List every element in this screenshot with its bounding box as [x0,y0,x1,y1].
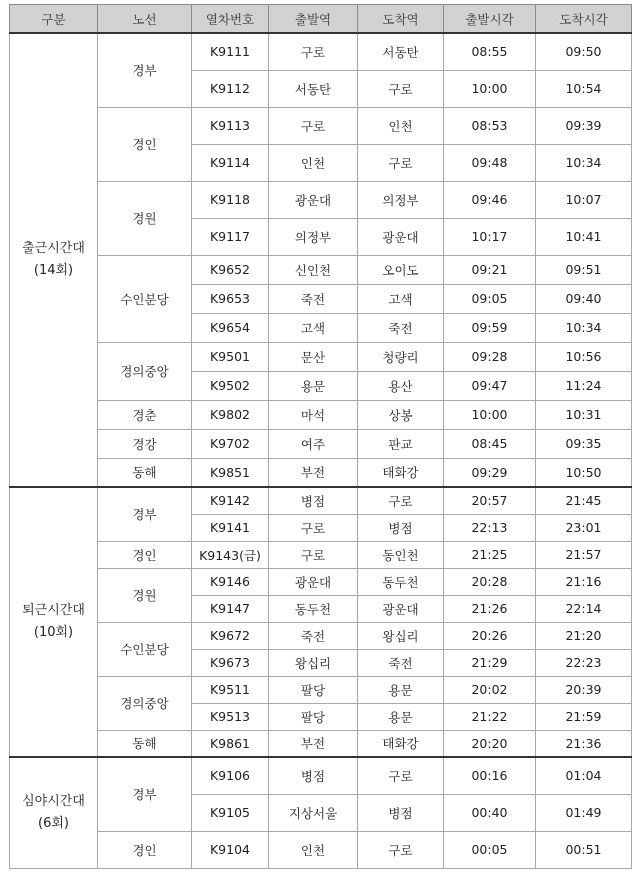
departure-station-cell: 병점 [269,757,358,794]
train-number-cell: K9142 [192,487,269,514]
line-cell: 경의중앙 [98,342,192,400]
train-number-cell: K9147 [192,595,269,622]
departure-time-cell: 21:29 [444,649,536,676]
arrival-station-cell: 의정부 [358,181,444,218]
train-number-cell: K9146 [192,568,269,595]
arrival-station-cell: 인천 [358,107,444,144]
departure-time-cell: 00:05 [444,831,536,868]
line-cell: 경부 [98,487,192,541]
arrival-station-cell: 죽전 [358,313,444,342]
arrival-time-cell: 01:49 [536,794,632,831]
departure-time-cell: 08:53 [444,107,536,144]
departure-station-cell: 팔당 [269,676,358,703]
arrival-station-cell: 구로 [358,757,444,794]
arrival-station-cell: 왕십리 [358,622,444,649]
train-number-cell: K9118 [192,181,269,218]
train-schedule-table [9,4,632,869]
arrival-time-cell: 00:51 [536,831,632,868]
category-cell [10,33,98,487]
table-row [10,831,632,868]
train-number-cell: K9105 [192,794,269,831]
departure-station-cell: 죽전 [269,622,358,649]
table-row [10,107,632,144]
train-number-cell: K9851 [192,458,269,487]
arrival-time-cell: 21:20 [536,622,632,649]
departure-station-cell: 마석 [269,400,358,429]
arrival-station-cell: 서동탄 [358,33,444,70]
departure-station-cell: 광운대 [269,568,358,595]
train-number-cell: K9143(금) [192,541,269,568]
departure-time-cell: 21:25 [444,541,536,568]
header-category: 구분 [10,5,98,34]
arrival-time-cell: 10:56 [536,342,632,371]
departure-station-cell: 왕십리 [269,649,358,676]
train-number-cell: K9502 [192,371,269,400]
train-number-cell: K9111 [192,33,269,70]
line-cell: 경의중앙 [98,676,192,730]
train-number-cell: K9104 [192,831,269,868]
arrival-station-cell: 태화강 [358,730,444,757]
train-number-cell: K9511 [192,676,269,703]
arrival-station-cell: 구로 [358,70,444,107]
departure-time-cell: 09:48 [444,144,536,181]
table-row [10,622,632,649]
departure-station-cell: 동두천 [269,595,358,622]
train-number-cell: K9861 [192,730,269,757]
line-cell: 경원 [98,181,192,255]
train-number-cell: K9513 [192,703,269,730]
arrival-time-cell: 10:31 [536,400,632,429]
table-header [10,5,632,34]
departure-station-cell: 구로 [269,514,358,541]
departure-time-cell: 00:40 [444,794,536,831]
arrival-station-cell: 병점 [358,794,444,831]
arrival-station-cell: 죽전 [358,649,444,676]
departure-time-cell: 10:00 [444,70,536,107]
train-number-cell: K9501 [192,342,269,371]
arrival-station-cell: 용문 [358,703,444,730]
table-row [10,730,632,757]
category-cell [10,487,98,757]
departure-station-cell: 인천 [269,144,358,181]
table-row [10,541,632,568]
departure-time-cell: 20:02 [444,676,536,703]
arrival-station-cell: 동두천 [358,568,444,595]
departure-time-cell: 09:59 [444,313,536,342]
line-cell: 경원 [98,568,192,622]
arrival-station-cell: 오이도 [358,255,444,284]
arrival-time-cell: 09:35 [536,429,632,458]
departure-station-cell: 병점 [269,487,358,514]
header-line: 노선 [98,5,192,34]
departure-time-cell: 09:47 [444,371,536,400]
departure-station-cell: 죽전 [269,284,358,313]
arrival-time-cell: 21:45 [536,487,632,514]
departure-station-cell: 구로 [269,541,358,568]
arrival-station-cell: 광운대 [358,595,444,622]
line-cell: 경춘 [98,400,192,429]
departure-time-cell: 20:20 [444,730,536,757]
line-cell: 동해 [98,730,192,757]
train-number-cell: K9672 [192,622,269,649]
train-number-cell: K9106 [192,757,269,794]
departure-station-cell: 고색 [269,313,358,342]
arrival-station-cell: 동인천 [358,541,444,568]
arrival-time-cell: 10:41 [536,218,632,255]
arrival-time-cell: 10:34 [536,313,632,342]
table-row [10,676,632,703]
train-number-cell: K9141 [192,514,269,541]
train-number-cell: K9114 [192,144,269,181]
category-count: (6회) [38,815,69,831]
departure-time-cell: 00:16 [444,757,536,794]
train-number-cell: K9113 [192,107,269,144]
category-cell [10,757,98,868]
line-cell: 경부 [98,757,192,831]
departure-station-cell: 구로 [269,107,358,144]
departure-time-cell: 09:28 [444,342,536,371]
departure-time-cell: 21:22 [444,703,536,730]
arrival-time-cell: 21:59 [536,703,632,730]
train-number-cell: K9112 [192,70,269,107]
arrival-time-cell: 10:54 [536,70,632,107]
line-cell: 경부 [98,33,192,107]
departure-station-cell: 인천 [269,831,358,868]
departure-station-cell: 부전 [269,730,358,757]
departure-time-cell: 20:28 [444,568,536,595]
arrival-station-cell: 용문 [358,676,444,703]
departure-time-cell: 09:21 [444,255,536,284]
table-row [10,568,632,595]
line-cell: 경강 [98,429,192,458]
departure-time-cell: 08:45 [444,429,536,458]
arrival-station-cell: 구로 [358,144,444,181]
train-number-cell: K9673 [192,649,269,676]
arrival-time-cell: 09:51 [536,255,632,284]
line-cell: 경인 [98,107,192,181]
table-row [10,400,632,429]
arrival-time-cell: 10:34 [536,144,632,181]
departure-time-cell: 21:26 [444,595,536,622]
category-count: (10회) [33,625,74,640]
table-row [10,429,632,458]
departure-station-cell: 신인천 [269,255,358,284]
table-row [10,757,632,794]
arrival-time-cell: 01:04 [536,757,632,794]
arrival-time-cell: 21:57 [536,541,632,568]
arrival-station-cell: 판교 [358,429,444,458]
line-cell: 수인분당 [98,622,192,676]
train-number-cell: K9652 [192,255,269,284]
train-number-cell: K9654 [192,313,269,342]
arrival-time-cell: 09:39 [536,107,632,144]
departure-station-cell: 지상서울 [269,794,358,831]
category-name: 출근시간대 [22,241,85,256]
arrival-time-cell: 20:39 [536,676,632,703]
table-row [10,487,632,514]
line-cell: 경인 [98,831,192,868]
departure-station-cell: 서동탄 [269,70,358,107]
arrival-time-cell: 10:50 [536,458,632,487]
departure-time-cell: 10:17 [444,218,536,255]
arrival-time-cell: 09:50 [536,33,632,70]
header-train-number: 열차번호 [192,5,269,34]
departure-time-cell: 10:00 [444,400,536,429]
arrival-station-cell: 용산 [358,371,444,400]
arrival-time-cell: 22:14 [536,595,632,622]
line-cell: 동해 [98,458,192,487]
arrival-time-cell: 09:40 [536,284,632,313]
arrival-station-cell: 구로 [358,831,444,868]
table-row [10,33,632,70]
category-name: 심야시간대 [22,793,85,809]
table-body [10,33,632,868]
category-count: (14회) [33,263,74,278]
departure-station-cell: 의정부 [269,218,358,255]
departure-time-cell: 08:55 [444,33,536,70]
train-number-cell: K9702 [192,429,269,458]
departure-station-cell: 용문 [269,371,358,400]
category-name: 퇴근시간대 [22,603,85,618]
table-row [10,255,632,284]
departure-time-cell: 20:57 [444,487,536,514]
arrival-station-cell: 고색 [358,284,444,313]
departure-station-cell: 팔당 [269,703,358,730]
header-arrival-station: 도착역 [358,5,444,34]
header-departure-time: 출발시각 [444,5,536,34]
table-row [10,342,632,371]
arrival-time-cell: 11:24 [536,371,632,400]
arrival-station-cell: 태화강 [358,458,444,487]
header-arrival-time: 도착시각 [536,5,632,34]
arrival-time-cell: 21:16 [536,568,632,595]
departure-time-cell: 20:26 [444,622,536,649]
header-row [10,5,632,34]
arrival-station-cell: 상봉 [358,400,444,429]
arrival-station-cell: 병점 [358,514,444,541]
arrival-time-cell: 21:36 [536,730,632,757]
departure-station-cell: 부전 [269,458,358,487]
train-number-cell: K9117 [192,218,269,255]
departure-time-cell: 09:05 [444,284,536,313]
arrival-time-cell: 23:01 [536,514,632,541]
train-number-cell: K9653 [192,284,269,313]
arrival-station-cell: 청량리 [358,342,444,371]
table-row [10,458,632,487]
arrival-station-cell: 구로 [358,487,444,514]
header-departure-station: 출발역 [269,5,358,34]
arrival-time-cell: 10:07 [536,181,632,218]
arrival-time-cell: 22:23 [536,649,632,676]
departure-station-cell: 광운대 [269,181,358,218]
departure-time-cell: 22:13 [444,514,536,541]
departure-time-cell: 09:46 [444,181,536,218]
departure-station-cell: 문산 [269,342,358,371]
line-cell: 경인 [98,541,192,568]
departure-time-cell: 09:29 [444,458,536,487]
table-row [10,181,632,218]
departure-station-cell: 여주 [269,429,358,458]
line-cell: 수인분당 [98,255,192,342]
arrival-station-cell: 광운대 [358,218,444,255]
departure-station-cell: 구로 [269,33,358,70]
train-number-cell: K9802 [192,400,269,429]
